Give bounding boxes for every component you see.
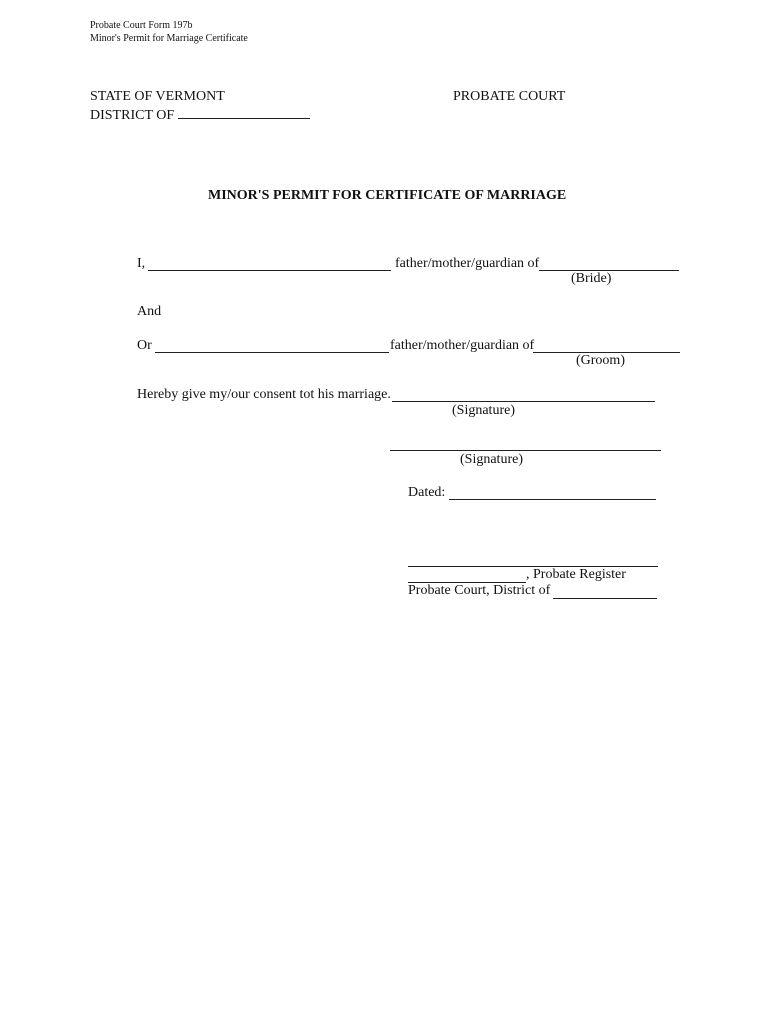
line2-relation: father/mother/guardian of xyxy=(390,338,535,353)
district-label: DISTRICT OF xyxy=(90,108,175,123)
parent-name-blank-2[interactable] xyxy=(155,352,389,353)
form-name: Minor's Permit for Marriage Certificate xyxy=(90,33,248,44)
parent-name-blank-1[interactable] xyxy=(148,270,391,271)
and-label: And xyxy=(137,304,162,319)
line1-prefix: I, xyxy=(137,256,146,271)
district-blank[interactable] xyxy=(178,106,310,119)
signature-blank-2[interactable] xyxy=(390,450,661,451)
signature-label-2: (Signature) xyxy=(460,452,523,467)
court-heading: PROBATE COURT xyxy=(453,89,566,104)
district-line xyxy=(90,106,310,124)
date-blank[interactable] xyxy=(449,499,656,500)
register-district-blank[interactable] xyxy=(553,598,657,599)
district-court-label: Probate Court, District of xyxy=(408,583,551,598)
line2-prefix: Or xyxy=(137,338,152,353)
signature-label-1: (Signature) xyxy=(452,403,515,418)
consent-text: Hereby give my/our consent tot his marriage. xyxy=(137,387,391,402)
dated-label: Dated: xyxy=(408,485,446,500)
register-suffix: , Probate Register xyxy=(526,567,626,582)
groom-label: (Groom) xyxy=(576,353,625,368)
state-heading: STATE OF VERMONT xyxy=(90,89,225,104)
signature-blank-1[interactable] xyxy=(392,401,655,402)
line1-relation: father/mother/guardian of xyxy=(395,256,540,271)
bride-label: (Bride) xyxy=(571,271,612,286)
document-title: MINOR'S PERMIT FOR CERTIFICATE OF MARRIAGE xyxy=(208,188,567,203)
form-number: Probate Court Form 197b xyxy=(90,20,193,31)
